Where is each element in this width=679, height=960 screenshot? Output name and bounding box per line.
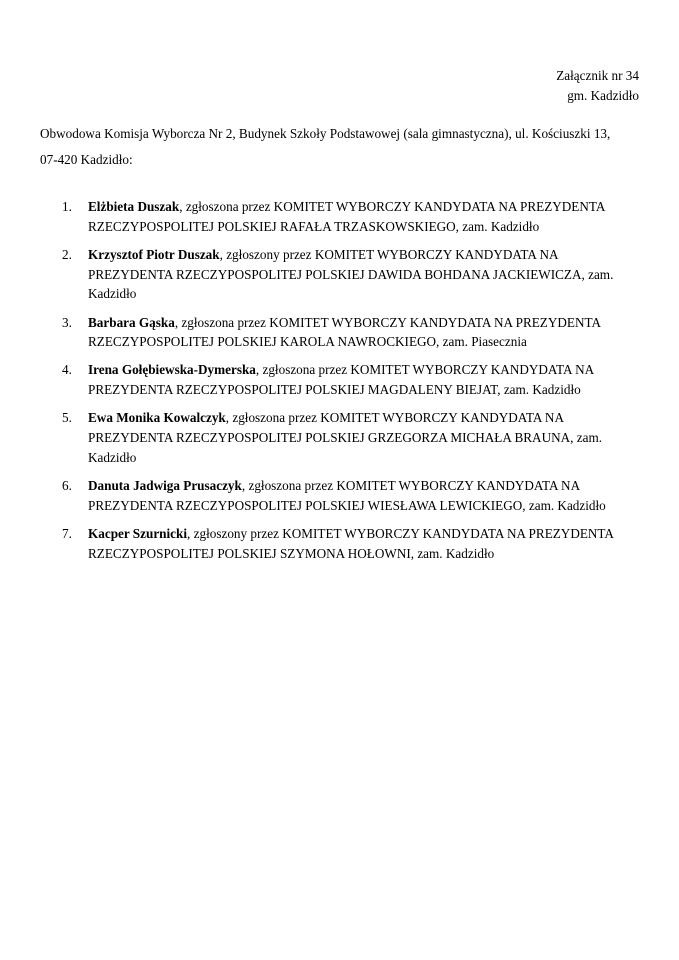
candidate-name: Barbara Gąska bbox=[88, 314, 175, 330]
municipality-name: gm. Kadzidło bbox=[567, 87, 639, 103]
document-header bbox=[556, 66, 639, 105]
list-item-number: 7. bbox=[62, 525, 72, 541]
candidate-list bbox=[40, 197, 640, 563]
list-item-number: 6. bbox=[62, 477, 72, 493]
candidate-details: , zgłoszony przez KOMITET WYBORCZY KANDYDATA NA PREZYDENTA RZECZYPOSPOLITEJ POLSKIEJ SZYMONA HOŁOWNI, zam. Kadzidło bbox=[88, 525, 614, 561]
commission-address-line-2: 07-420 Kadzidło: bbox=[40, 152, 133, 167]
candidate-name: Elżbieta Duszak bbox=[88, 199, 180, 214]
list-item-text bbox=[88, 524, 640, 563]
attachment-number: Załącznik nr 34 bbox=[556, 68, 639, 83]
candidate-name: Krzysztof Piotr Duszak bbox=[88, 246, 220, 262]
list-item-text bbox=[88, 360, 640, 399]
commission-address-paragraph bbox=[40, 121, 640, 173]
candidate-name: Ewa Monika Kowalczyk bbox=[88, 410, 226, 426]
list-item-text bbox=[88, 408, 640, 467]
candidate-name: Irena Gołębiewska-Dymerska bbox=[88, 362, 256, 378]
candidate-details: , zgłoszona przez KOMITET WYBORCZY KANDYDATA NA PREZYDENTA RZECZYPOSPOLITEJ POLSKIEJ WIESŁAWA LEWICKIEGO, zam. Kadzidło bbox=[88, 477, 606, 513]
candidate-details: , zgłoszona przez KOMITET WYBORCZY KANDYDATA NA PREZYDENTA RZECZYPOSPOLITEJ POLSKIEJ MAGDALENY BIEJAT, zam. Kadzidło bbox=[88, 362, 594, 398]
list-item-number: 1. bbox=[62, 199, 72, 214]
candidate-details: , zgłoszona przez KOMITET WYBORCZY KANDYDATA NA PREZYDENTA RZECZYPOSPOLITEJ POLSKIEJ RAFAŁA TRZASKOWSKIEGO, zam. Kadzidło bbox=[88, 199, 605, 234]
candidate-name: Kacper Szurnicki bbox=[88, 525, 188, 541]
list-item-text bbox=[88, 245, 640, 304]
list-item bbox=[40, 524, 640, 563]
list-item-number: 4. bbox=[62, 362, 72, 378]
list-item bbox=[40, 313, 640, 352]
list-item-text bbox=[88, 476, 640, 515]
list-item-text bbox=[88, 197, 640, 236]
list-item bbox=[40, 408, 640, 467]
candidate-details: , zgłoszona przez KOMITET WYBORCZY KANDYDATA NA PREZYDENTA RZECZYPOSPOLITEJ POLSKIEJ GRZEGORZA MICHAŁA BRAUNA, zam. Kadzidło bbox=[88, 410, 602, 465]
list-item bbox=[40, 360, 640, 399]
list-item-text bbox=[88, 313, 640, 352]
list-item bbox=[40, 476, 640, 515]
list-item-number: 5. bbox=[62, 410, 72, 426]
list-item-number: 3. bbox=[62, 314, 72, 330]
candidate-details: , zgłoszona przez KOMITET WYBORCZY KANDYDATA NA PREZYDENTA RZECZYPOSPOLITEJ POLSKIEJ KAROLA NAWROCKIEGO, zam. Piasecznia bbox=[88, 314, 601, 350]
candidate-name: Danuta Jadwiga Prusaczyk bbox=[88, 477, 242, 493]
list-item-number: 2. bbox=[62, 246, 72, 262]
candidate-details: , zgłoszony przez KOMITET WYBORCZY KANDYDATA NA PREZYDENTA RZECZYPOSPOLITEJ POLSKIEJ DAWIDA BOHDANA JACKIEWICZA, zam. Kadzidło bbox=[88, 246, 614, 302]
list-item bbox=[40, 197, 640, 236]
list-item bbox=[40, 245, 640, 304]
commission-address-line-1: Obwodowa Komisja Wyborcza Nr 2, Budynek Szkoły Podstawowej (sala gimnastyczna), ul. Kościuszki 13, bbox=[40, 126, 611, 141]
